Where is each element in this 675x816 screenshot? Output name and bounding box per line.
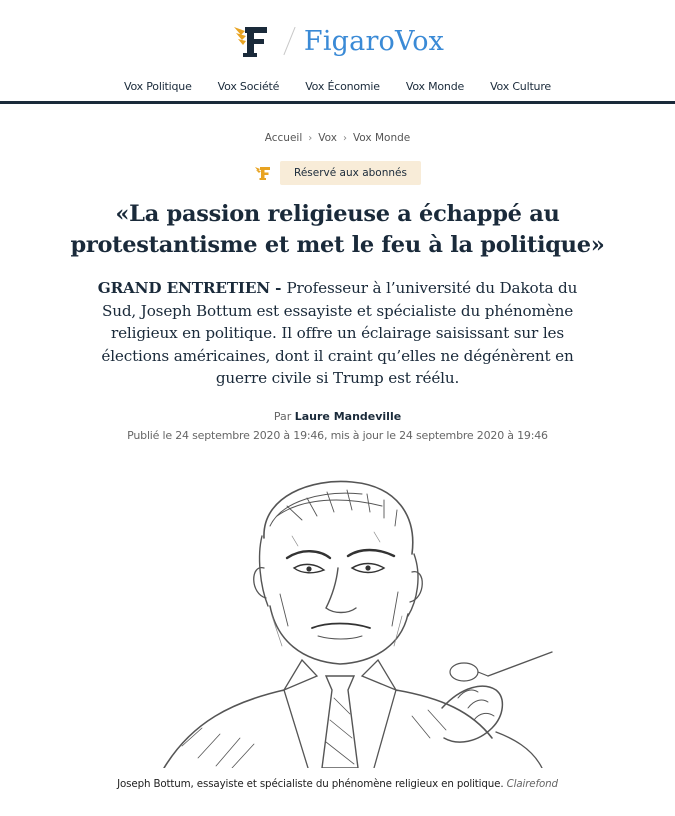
article-title (58, 199, 618, 261)
byline (0, 410, 675, 423)
figaro-f-small-icon (254, 164, 272, 182)
article-title-line-2: protestantisme et met le feu à la politique» (70, 232, 605, 258)
nav-item-vox-culture[interactable]: Vox Culture (490, 80, 551, 93)
figaro-f-logo-icon[interactable] (231, 21, 271, 61)
nav-item-vox-economie[interactable]: Vox Économie (305, 80, 380, 93)
caption-text: Joseph Bottum, essayiste et spécialiste du phénomène religieux en politique. (117, 778, 504, 790)
nav-item-vox-politique[interactable]: Vox Politique (124, 80, 192, 93)
breadcrumb-item-accueil[interactable]: Accueil (264, 132, 303, 144)
section-nav (0, 78, 675, 104)
article-title-line-1: «La passion religieuse a échappé au (115, 201, 560, 227)
breadcrumb-separator: › (308, 132, 313, 144)
publication-dates: Publié le 24 septembre 2020 à 19:46, mis à jour le 24 septembre 2020 à 19:46 (127, 428, 548, 442)
nav-item-vox-monde[interactable]: Vox Monde (405, 80, 465, 93)
byline-prefix: Par (273, 409, 295, 423)
logo-separator (283, 27, 295, 55)
standfirst-text: Professeur à l’université du Dakota du Sud, Joseph Bottum est essayiste et spécialiste du phénomène religieux en politique. Il offre un éclairage saisissant sur les élections américaines, dont il craint qu’elles ne dégénèrent en guerre civile si Trump est réélu. (101, 279, 578, 388)
brand-name[interactable]: FigaroVox (303, 25, 445, 57)
breadcrumb-item-vox[interactable]: Vox (318, 132, 337, 144)
author-link[interactable]: Laure Mandeville (294, 409, 402, 423)
subscriber-badge-row (0, 161, 675, 185)
subscriber-badge: Réservé aux abonnés (280, 161, 421, 185)
breadcrumb-separator: › (342, 132, 347, 144)
article-standfirst (83, 277, 593, 390)
breadcrumb-item-vox-monde[interactable]: Vox Monde (352, 132, 411, 144)
masthead (0, 0, 675, 78)
caption-credit: Clairefond (506, 778, 558, 790)
article-illustration (112, 476, 564, 768)
standfirst-lead: GRAND ENTRETIEN - (97, 279, 287, 297)
nav-item-vox-societe[interactable]: Vox Société (217, 80, 280, 93)
figure-caption (0, 778, 675, 790)
breadcrumb (0, 132, 675, 144)
portrait-sketch (112, 476, 564, 768)
